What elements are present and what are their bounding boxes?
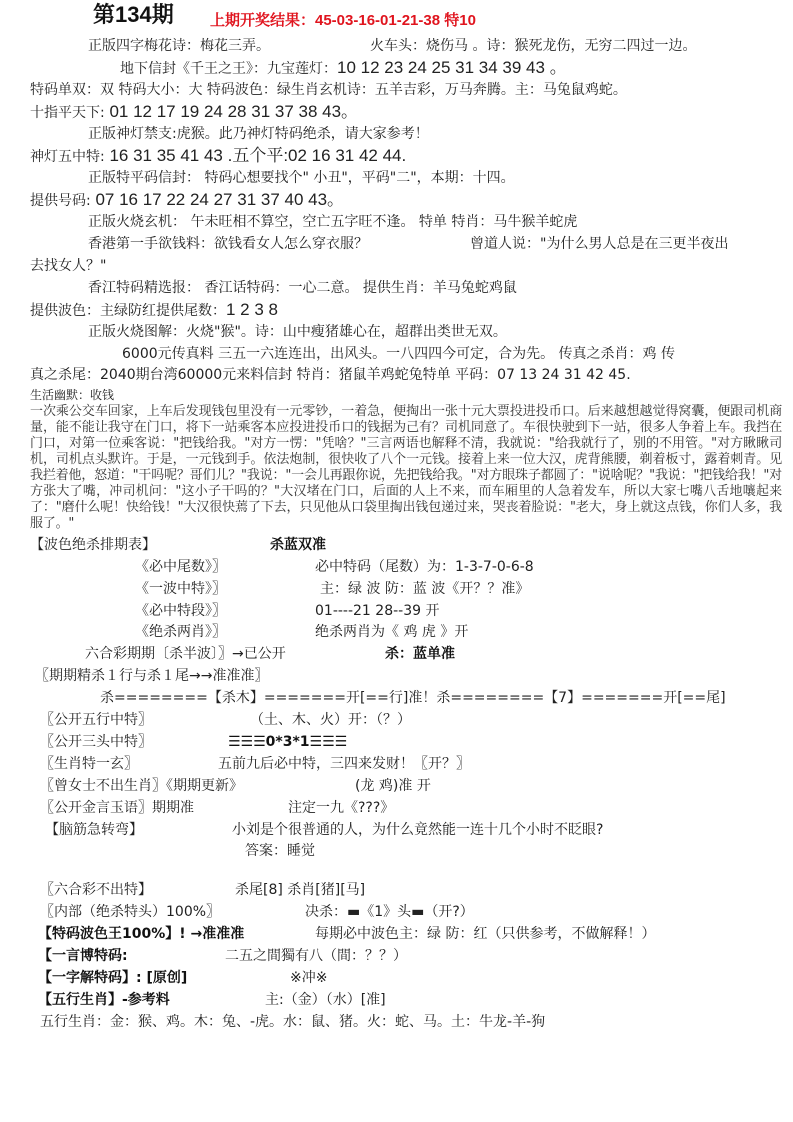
last-result: 上期开奖结果：45-03-16-01-21-38 特10 bbox=[210, 12, 476, 29]
text-line: 去找女人？" bbox=[30, 258, 107, 274]
bottom-value: 二五之間獨有八（間：？？） bbox=[225, 948, 407, 964]
humor-title: 生活幽默：收钱 bbox=[30, 388, 115, 402]
row-label: 《必中特段》〗 bbox=[135, 603, 226, 619]
item-label: 〖公开五行中特〗 bbox=[40, 712, 152, 728]
bottom-value: 每期必中波色主：绿 防：红（只供参考，不做解释！） bbox=[315, 926, 656, 942]
text-line: 正版特平码信封： 特码心想要找个" 小丑"，平码"二"，本期：十四。 bbox=[88, 170, 515, 186]
numbers: 10 12 23 24 25 31 34 39 43 。 bbox=[337, 58, 567, 77]
table-title: 【波色绝杀排期表】 bbox=[30, 537, 156, 553]
table-title-right: 杀蓝双准 bbox=[270, 537, 326, 553]
half-wave-label: 六合彩期期〔杀半波〕〗→已公开 bbox=[85, 646, 286, 662]
bottom-value: 决杀：▬《1》头▬（开?） bbox=[305, 904, 474, 920]
row-value: 绝杀两肖为《 鸡 虎 》开 bbox=[315, 624, 469, 640]
item-label: 〖公开三头中特〗 bbox=[40, 734, 152, 750]
text-line: 香江特码精选报： 香江话特码：一心二意。 提供生肖：羊马兔蛇鸡鼠 bbox=[88, 280, 517, 296]
text-label: 提供波色：主绿防红提供尾数： bbox=[30, 303, 226, 319]
text-line bbox=[30, 301, 278, 320]
item-value: 小刘是个很普通的人，为什么竟然能一连十几个小时不眨眼? bbox=[232, 822, 604, 838]
text-label: 神灯五中特: bbox=[30, 149, 105, 165]
text-line: 香港第一手欲钱料：欲钱看女人怎么穿衣服？ bbox=[88, 236, 368, 252]
item-value: (龙 鸡)准 开 bbox=[355, 778, 431, 794]
row-value: 必中特码（尾数）为：1-3-7-0-6-8 bbox=[315, 559, 534, 575]
text-line: 正版四字梅花诗：梅花三弄。 bbox=[88, 38, 270, 54]
text-line: 火车头：烧伤马 。诗：猴死龙伤，无穷二四过一边。 bbox=[370, 38, 697, 54]
text-label: 十指平天下: bbox=[30, 105, 105, 121]
text-line: 6000元传真料 三五一六连连出，出风头。一八四四今可定，合为先。 传真之杀肖：鸡 传 bbox=[122, 346, 675, 362]
issue-title: 第134期 bbox=[93, 2, 174, 27]
text-line: 特码单双：双 特码大小：大 特码波色：绿生肖玄机诗：五羊吉彩，万马奔腾。主：马兔鼠鸡蛇。 bbox=[30, 82, 627, 98]
item-value: ☰☰☰0*3*1☰☰☰ bbox=[228, 734, 348, 750]
bottom-value: ※冲※ bbox=[290, 970, 328, 986]
bottom-label: 【特码波色王100%】! →准准准 bbox=[38, 926, 245, 942]
numbers: 16 31 35 41 43 .五个平:02 16 31 42 44. bbox=[104, 146, 407, 165]
text-line: 真之杀尾：2040期台湾60000元来料信封 特肖：猪鼠羊鸡蛇兔特单 平码：07 13 24 31 42 45. bbox=[30, 367, 631, 383]
text-line: 正版火烧图解：火烧"猴"。诗：山中瘦猪雄心在，超群出类世无双。 bbox=[88, 324, 507, 340]
text-line: 正版火烧玄机： 午未旺相不算空，空亡五字旺不逢。 特单 特肖：马牛猴羊蛇虎 bbox=[88, 214, 578, 230]
item-label: 【脑筋急转弯】 bbox=[45, 822, 143, 838]
jingsha-line: 〖期期精杀１行与杀１尾→→准准准〗 bbox=[35, 668, 269, 684]
item-value: 注定一九《???》 bbox=[288, 800, 395, 816]
bottom-label: 【五行生肖】-参考料 bbox=[38, 992, 170, 1008]
text-line bbox=[30, 147, 406, 166]
half-wave-value: 杀：蓝单准 bbox=[385, 646, 455, 662]
bottom-label: 【一言博特码: bbox=[38, 948, 128, 964]
item-value: （土、木、火）开：（？） bbox=[250, 712, 411, 728]
row-value: 01----21 28--39 开 bbox=[315, 603, 440, 619]
row-label: 《必中尾数》〗 bbox=[135, 559, 226, 575]
sha-line: 杀========【杀木】=======开[==行]准！杀========【7】=======开[==尾] bbox=[100, 690, 726, 706]
riddle-answer: 答案：睡觉 bbox=[245, 843, 315, 859]
text-label: 提供号码: bbox=[30, 193, 91, 209]
text-line bbox=[30, 103, 358, 122]
item-label: 〖曾女士不出生肖〗《期期更新》 bbox=[40, 778, 243, 794]
text-line bbox=[30, 191, 344, 210]
bottom-label: 〖六合彩不出特】 bbox=[40, 882, 152, 898]
humor-paragraph: 一次乘公交车回家，上车后发现钱包里没有一元零钞，一着急，便掏出一张十元大票投进投币口。后来越想越觉得窝囊，便跟司机商量，能不能让我守在门口，将下一站乘客本应投进投币口的钱据为己有？司机同意了。车很快驶到下一站，很多人争着上车。我挡在门口，对第一位乘客说："把钱给我。"对方一愣："凭啥？"三言两语也解释不清，我就说："给我就行了，别的不用管。"对方瞅瞅司机，司机点头默许。于是，一元钱到手。依法炮制，很快收了八个一元钱。接着上来一位大汉，虎背熊腰，剃着板寸，露着刺青。见我拦着他，怒道："干吗呢？哥们儿？"我说："一会儿再跟你说，先把钱给我。"对方眼珠子都圆了："说啥呢？"我说："把钱给我！"对方张大了嘴，冲司机问："这小子干吗的？"大汉堵在门口，后面的人上不来，而车厢里的人急着发车，所以大家七嘴八舌地嚷起来了："磨什么呢！快给钱！"大汉很快蔫了下去，只见他从口袋里掏出钱包递过来，哭丧着脸说："老大，身上就这点钱，你们人多，我服了。" bbox=[30, 404, 782, 531]
numbers: 07 16 17 22 24 27 31 37 40 43。 bbox=[90, 190, 345, 209]
bottom-label: 〖内部（绝杀特头）100%〗 bbox=[40, 904, 221, 920]
text-line: 曾道人说："为什么男人总是在三更半夜出 bbox=[470, 236, 729, 252]
numbers: 1 2 3 8 bbox=[226, 300, 278, 319]
item-label: 〖生肖特一玄〗 bbox=[40, 756, 138, 772]
text-label: 地下信封《千王之王》：九宝莲灯： bbox=[120, 61, 337, 77]
text-line: 正版神灯禁支:虎猴。此乃神灯特码绝杀，请大家参考！ bbox=[88, 126, 429, 142]
numbers: 01 12 17 19 24 28 31 37 38 43。 bbox=[104, 102, 359, 121]
row-label: 《绝杀两肖》〗 bbox=[135, 624, 226, 640]
text-line bbox=[120, 59, 567, 78]
bottom-value: 杀尾[8] 杀肖[猪][马] bbox=[235, 882, 366, 898]
item-label: 〖公开金言玉语〗期期准 bbox=[40, 800, 194, 816]
bottom-value: 主:（金）（水）[准] bbox=[265, 992, 386, 1008]
bottom-label: 【一字解特码】: [原创] bbox=[38, 970, 188, 986]
item-value: 五前九后必中特，三四来发财！〖开？〗 bbox=[218, 756, 470, 772]
row-label: 《一波中特》〗 bbox=[135, 581, 226, 597]
row-value: 主：绿 波 防：蓝 波《开？？准》 bbox=[320, 581, 530, 597]
wuxing-line: 五行生肖：金：猴、鸡。木：兔、-虎。水：鼠、猪。火：蛇、马。土：牛龙-羊-狗 bbox=[40, 1014, 546, 1030]
